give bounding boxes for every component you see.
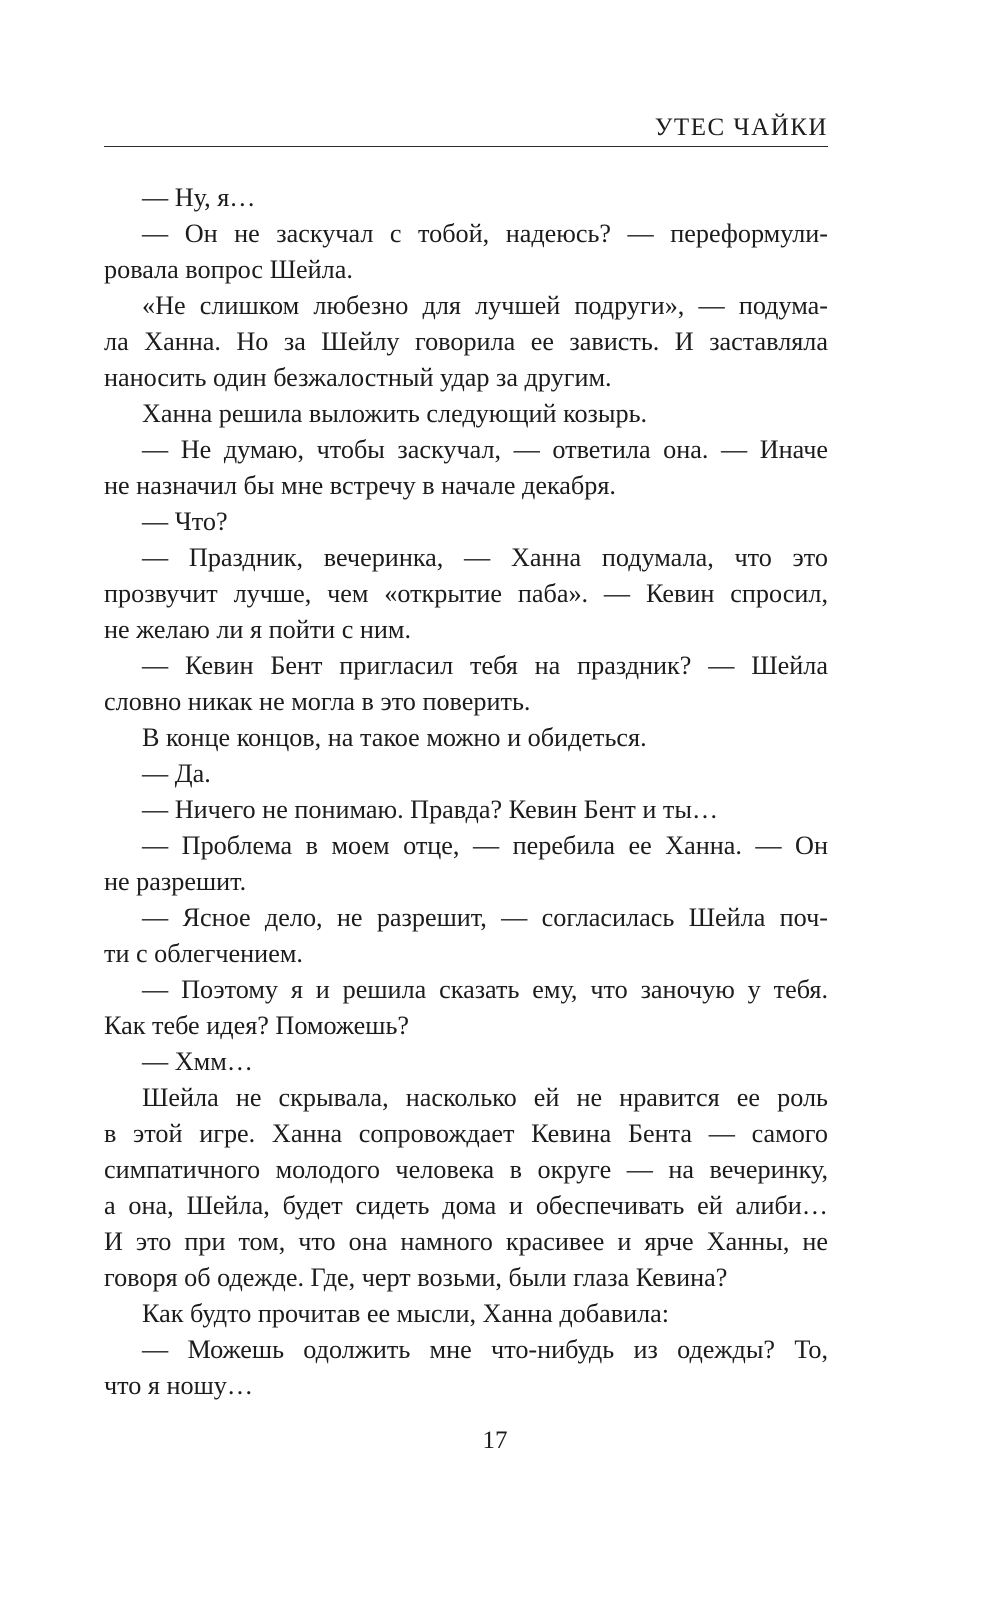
- text-line: не назначил бы мне встречу в начале декабря.: [104, 471, 616, 500]
- text-line: — Ну, я…: [142, 183, 256, 212]
- text-line: Ханна решила выложить следующий козырь.: [142, 399, 648, 428]
- text-line: словно никак не могла в это поверить.: [104, 687, 531, 716]
- text-line: — Ничего не понимаю. Правда? Кевин Бент и ты…: [142, 795, 719, 824]
- text-line: — Он не заскучал с тобой, надеюсь? — переформули-: [142, 219, 828, 248]
- text-line: говоря об одежде. Где, черт возьми, были глаза Кевина?: [104, 1263, 728, 1292]
- text-line: ла Ханна. Но за Шейлу говорила ее зависть. И заставляла: [104, 327, 828, 356]
- text-line: В конце концов, на такое можно и обидеться.: [142, 723, 647, 752]
- body-text: [104, 180, 828, 1404]
- text-line: «Не слишком любезно для лучшей подруги», — подума-: [142, 291, 828, 320]
- text-line: ти с облегчением.: [104, 939, 303, 968]
- text-line: а она, Шейла, будет сидеть дома и обеспечивать ей алиби…: [104, 1191, 828, 1220]
- text-line: прозвучит лучше, чем «открытие паба». — Кевин спросил,: [104, 579, 828, 608]
- text-line: — Да.: [142, 759, 211, 788]
- text-line: что я ношу…: [104, 1371, 254, 1400]
- text-line: — Ясное дело, не разрешит, — согласилась Шейла поч-: [142, 903, 828, 932]
- text-line: в этой игре. Ханна сопровождает Кевина Бента — самого: [104, 1119, 828, 1148]
- text-line: — Праздник, вечеринка, — Ханна подумала, что это: [142, 543, 828, 572]
- running-title: УТЕС ЧАЙКИ: [654, 114, 828, 141]
- text-line: — Проблема в моем отце, — перебила ее Ханна. — Он: [142, 831, 828, 860]
- text-line: И это при том, что она намного красивее и ярче Ханны, не: [104, 1227, 828, 1256]
- text-line: Шейла не скрывала, насколько ей не нравится ее роль: [142, 1083, 828, 1112]
- text-line: симпатичного молодого человека в округе — на вечеринку,: [104, 1155, 828, 1184]
- text-line: Как тебе идея? Поможешь?: [104, 1011, 410, 1040]
- text-line: наносить один безжалостный удар за другим.: [104, 363, 612, 392]
- text-line: — Что?: [142, 507, 228, 536]
- text-line: — Можешь одолжить мне что-нибудь из одежды? То,: [142, 1335, 828, 1364]
- text-line: не разрешит.: [104, 867, 247, 896]
- page-number: 17: [482, 1427, 508, 1454]
- text-line: — Хмм…: [142, 1047, 253, 1076]
- text-line: ровала вопрос Шейла.: [104, 255, 353, 284]
- text-line: не желаю ли я пойти с ним.: [104, 615, 412, 644]
- running-header: [104, 112, 828, 147]
- text-line: — Поэтому я и решила сказать ему, что заночую у тебя.: [142, 975, 828, 1004]
- text-line: — Не думаю, чтобы заскучал, — ответила она. — Иначе: [142, 435, 828, 464]
- text-line: Как будто прочитав ее мысли, Ханна добавила:: [142, 1299, 670, 1328]
- text-line: — Кевин Бент пригласил тебя на праздник? — Шейла: [142, 651, 828, 680]
